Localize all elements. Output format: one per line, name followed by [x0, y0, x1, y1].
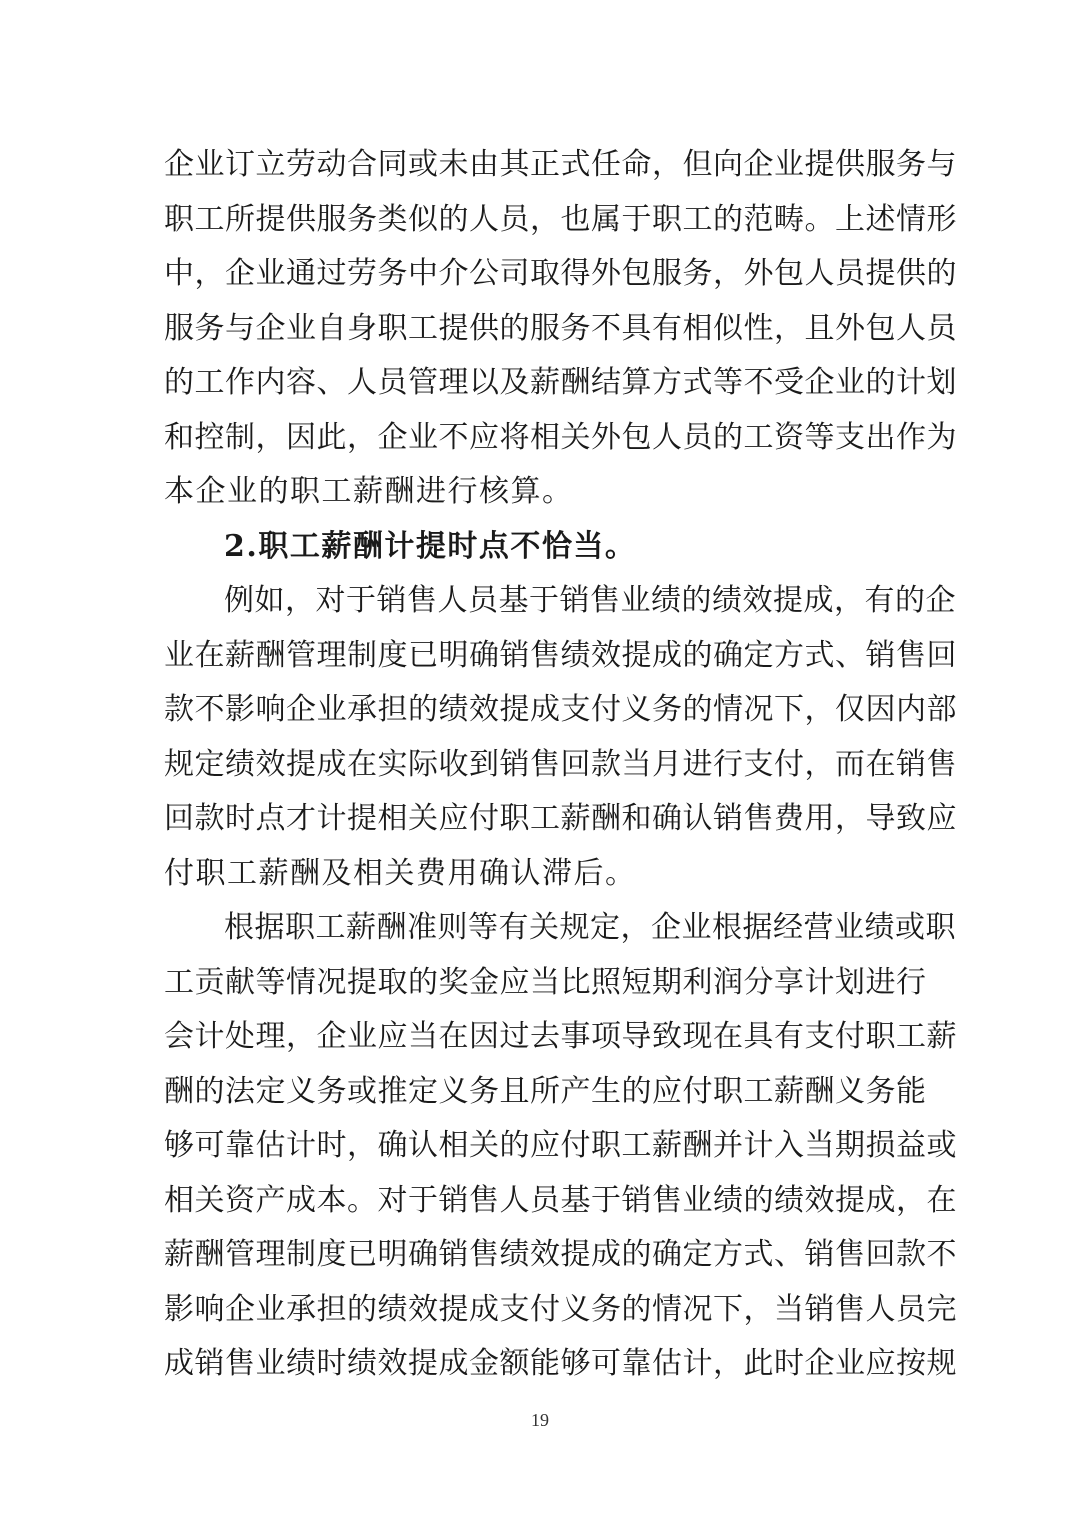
- paragraph-line: 服务与企业自身职工提供的服务不具有相似性，且外包人员: [164, 310, 957, 346]
- paragraph-line: 根据职工薪酬准则等有关规定，企业根据经营业绩或职: [224, 910, 956, 945]
- paragraph-line: 业在薪酬管理制度已明确销售绩效提成的确定方式、销售回: [164, 637, 957, 673]
- paragraph-line: 工贡献等情况提取的奖金应当比照短期利润分享计划进行: [164, 964, 927, 1000]
- paragraph-line: 付职工薪酬及相关费用确认滞后。: [164, 855, 637, 891]
- paragraph-line: 酬的法定义务或推定义务且所产生的应付职工薪酬义务能: [164, 1073, 927, 1109]
- paragraph-line: 企业订立劳动合同或未由其正式任命，但向企业提供服务与: [164, 147, 957, 182]
- paragraph-line: 够可靠估计时，确认相关的应付职工薪酬并计入当期损益或: [164, 1128, 957, 1163]
- paragraph-line: 中，企业通过劳务中介公司取得外包服务，外包人员提供的: [164, 256, 957, 291]
- paragraph-line: 会计处理，企业应当在因过去事项导致现在具有支付职工薪: [164, 1019, 957, 1054]
- paragraph-line: 回款时点才计提相关应付职工薪酬和确认销售费用，导致应: [164, 801, 957, 836]
- paragraph-line: 相关资产成本。对于销售人员基于销售业绩的绩效提成，在: [164, 1182, 957, 1218]
- page-number: 19: [531, 1410, 549, 1430]
- paragraph-line: 职工所提供服务类似的人员，也属于职工的范畴。上述情形: [164, 201, 957, 237]
- paragraph-line: 成销售业绩时绩效提成金额能够可靠估计，此时企业应按规: [164, 1346, 957, 1381]
- document-body: [164, 138, 957, 1392]
- paragraph-line: 的工作内容、人员管理以及薪酬结算方式等不受企业的计划: [164, 365, 957, 400]
- paragraph-line: 款不影响企业承担的绩效提成支付义务的情况下，仅因内部: [164, 692, 957, 727]
- paragraph-line: 本企业的职工薪酬进行核算。: [164, 474, 574, 509]
- paragraph-line: 影响企业承担的绩效提成支付义务的情况下，当销售人员完: [164, 1291, 957, 1327]
- section-heading: 2.职工薪酬计提时点不恰当。: [224, 528, 637, 564]
- paragraph-line: 薪酬管理制度已明确销售绩效提成的确定方式、销售回款不: [164, 1237, 957, 1272]
- paragraph-line: 例如，对于销售人员基于销售业绩的绩效提成，有的企: [224, 583, 956, 618]
- paragraph-line: 规定绩效提成在实际收到销售回款当月进行支付，而在销售: [164, 746, 957, 782]
- paragraph-line: 和控制，因此，企业不应将相关外包人员的工资等支出作为: [164, 419, 957, 455]
